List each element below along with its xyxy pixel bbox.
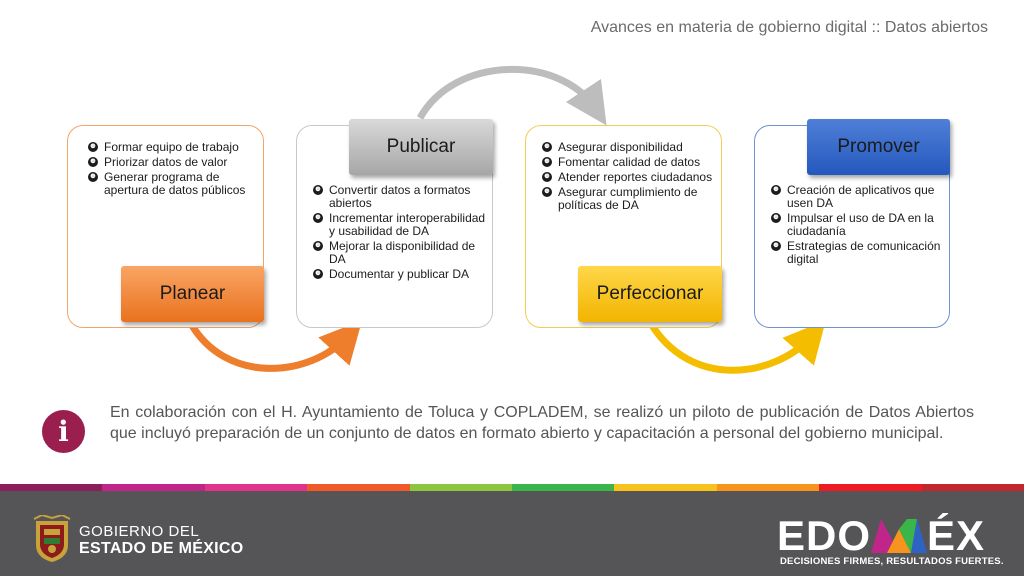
- bullet-icon: ❿: [542, 157, 552, 167]
- list-item: ❿ Estrategias de comunicación digital: [769, 240, 945, 266]
- list-item: ❿ Documentar y publicar DA: [311, 268, 489, 281]
- list-item: ❿ Mejorar la disponibilidad de DA: [311, 240, 489, 266]
- bullet-icon: ❿: [313, 241, 323, 251]
- list-item: ❿ Creación de aplicativos que usen DA: [769, 184, 945, 210]
- stage-planear-label: Planear: [121, 266, 264, 322]
- list-item: ❿ Asegurar cumplimiento de políticas de DA: [540, 186, 720, 212]
- info-icon: i: [42, 410, 85, 453]
- bullet-icon: ❿: [313, 213, 323, 223]
- promover-items: [769, 184, 945, 268]
- bullet-icon: ❿: [771, 213, 781, 223]
- government-logo-text: GOBIERNO DEL ESTADO DE MÉXICO: [79, 523, 244, 557]
- edomex-logo: [777, 512, 1004, 569]
- arrow-planear-to-publicar: [190, 322, 348, 368]
- stage-perfeccionar-label: Perfeccionar: [578, 266, 722, 322]
- list-item: ❿ Formar equipo de trabajo: [86, 141, 256, 154]
- arrow-perfeccionar-to-promover: [650, 322, 812, 370]
- edomex-m-logo-icon: [871, 519, 927, 553]
- edomex-tagline: DECISIONES FIRMES, RESULTADOS FUERTES.: [780, 556, 1004, 567]
- edomex-wordmark: EDO ÉX: [777, 512, 986, 559]
- stage-publicar-label: Publicar: [349, 119, 493, 175]
- bullet-icon: ❿: [313, 185, 323, 195]
- bullet-icon: ❿: [313, 269, 323, 279]
- bullet-icon: ❿: [542, 172, 552, 182]
- list-item: ❿ Generar programa de apertura de datos públicos: [86, 171, 256, 197]
- list-item: ❿ Incrementar interoperabilidad y usabilidad de DA: [311, 212, 489, 238]
- list-item: ❿ Fomentar calidad de datos: [540, 156, 720, 169]
- bullet-icon: ❿: [88, 172, 98, 182]
- bullet-icon: ❿: [88, 157, 98, 167]
- list-item: ❿ Asegurar disponibilidad: [540, 141, 720, 154]
- bullet-icon: ❿: [542, 187, 552, 197]
- list-item: ❿ Atender reportes ciudadanos: [540, 171, 720, 184]
- bullet-icon: ❿: [771, 185, 781, 195]
- list-item: ❿ Priorizar datos de valor: [86, 156, 256, 169]
- publicar-items: [311, 184, 489, 283]
- list-item: ❿ Convertir datos a formatos abiertos: [311, 184, 489, 210]
- stage-promover-label: Promover: [807, 119, 950, 175]
- bullet-icon: ❿: [542, 142, 552, 152]
- bullet-icon: ❿: [88, 142, 98, 152]
- bullet-icon: ❿: [771, 241, 781, 251]
- list-item: ❿ Impulsar el uso de DA en la ciudadanía: [769, 212, 945, 238]
- state-seal-icon: [30, 515, 74, 563]
- footer: [0, 491, 1024, 576]
- info-text: En colaboración con el H. Ayuntamiento de Toluca y COPLADEM, se realizó un piloto de publicación de Datos Abiertos que incluyó preparación de un conjunto de datos en formato abierto y capacitación a personal del gobierno municipal.: [110, 404, 974, 442]
- planear-items: [86, 141, 256, 199]
- perfeccionar-items: [540, 141, 720, 214]
- color-stripe: [0, 484, 1024, 491]
- slide-title: Avances en materia de gobierno digital :: Datos abiertos: [590, 19, 988, 36]
- arrow-publicar-to-perfeccionar: [420, 69, 595, 118]
